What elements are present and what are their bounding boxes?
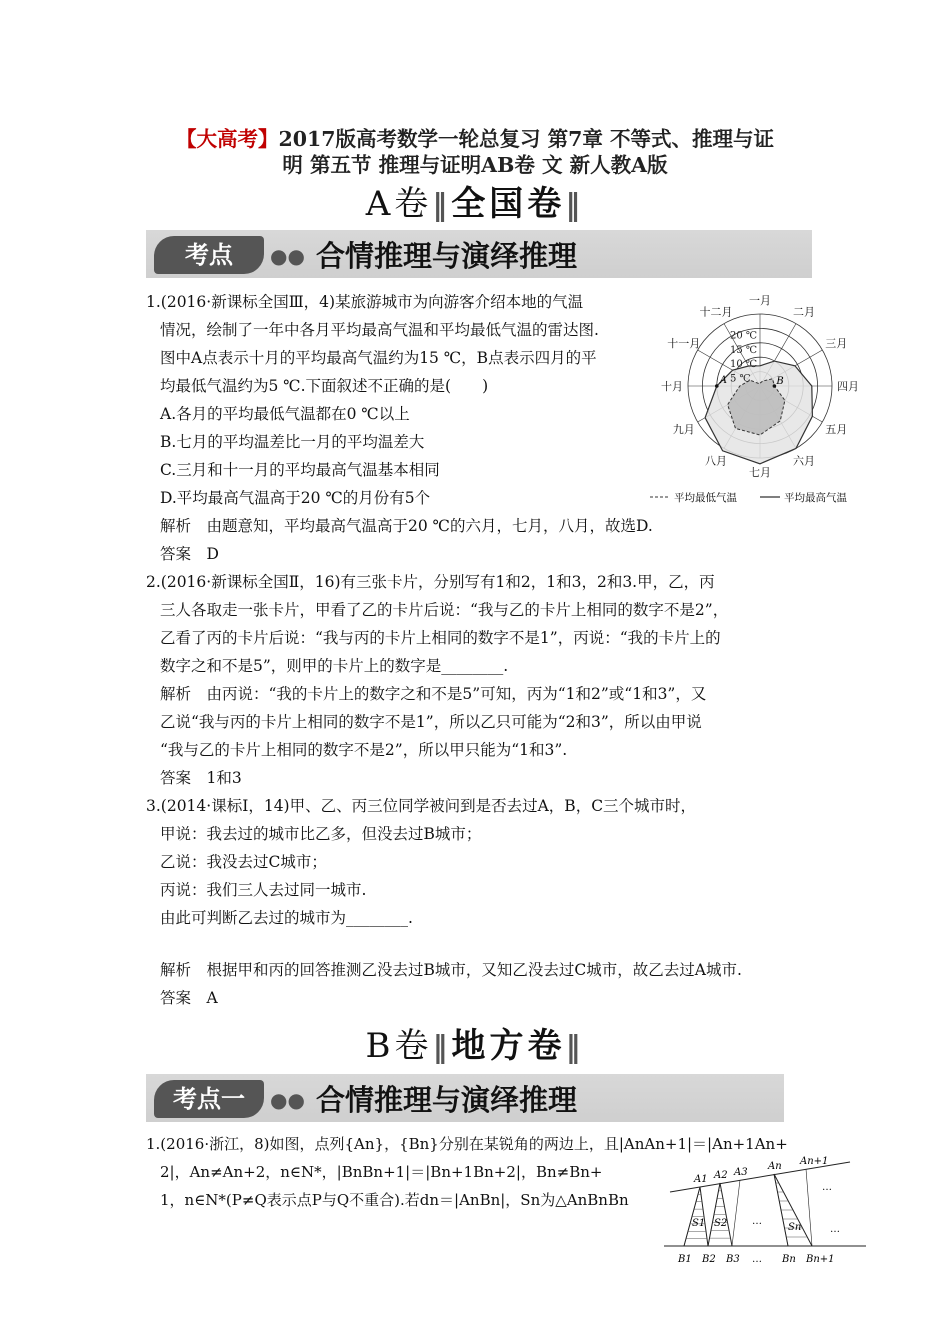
section-banner-2 — [146, 1074, 784, 1122]
b-label: Bn — [782, 1254, 796, 1265]
month-label: 四月 — [837, 380, 859, 393]
ring-label: 15 ℃ — [730, 344, 758, 356]
month-label: 一月 — [749, 294, 771, 307]
q3-line: 甲说：我去过的城市比乙多，但没去过B城市； — [160, 825, 482, 843]
q2-analysis: “我与乙的卡片上相同的数字不是2”，所以甲只能为“1和3”. — [160, 741, 568, 759]
volume-b-heading — [300, 1018, 650, 1067]
ring-label: 10 ℃ — [730, 359, 758, 371]
q1-line: 均最低气温约为5 ℃.下面叙述不正确的是( ) — [160, 377, 489, 395]
q2-analysis: 乙说“我与丙的卡片上相同的数字不是1”，所以乙只可能为“2和3”，所以由甲说 — [160, 713, 702, 731]
q3-analysis: 解析 根据甲和丙的回答推测乙没去过B城市，又知乙没去过C城市，故乙去过A城市. — [160, 961, 742, 979]
a-label: A2 — [714, 1170, 728, 1181]
title-line-2: 明 第五节 推理与证明AB卷 文 新人教A版 — [282, 153, 668, 177]
s-label: Sn — [788, 1222, 802, 1233]
a-label: A3 — [734, 1167, 748, 1178]
a-label: A1 — [694, 1174, 708, 1185]
month-label: 八月 — [705, 454, 727, 468]
a-label: An+1 — [800, 1156, 829, 1167]
q3-line: 乙说：我没去过C城市； — [160, 853, 327, 871]
ellipsis: … — [752, 1216, 762, 1227]
section-tag: 考点一 — [154, 1080, 264, 1118]
b1-line: 2|，An≠An+2，n∈N*，|BnBn+1|＝|Bn+1Bn+2|，Bn≠Bn+ — [160, 1163, 603, 1181]
volume-bar: ‖ — [432, 1030, 452, 1065]
b1-line: 1.(2016·浙江，8)如图，点列{An}，{Bn}分别在某锐角的两边上，且|AnAn+1|＝|An+1An+ — [146, 1135, 788, 1153]
q3-line: 3.(2014·课标Ⅰ，14)甲、乙、丙三位同学被问到是否去过A，B，C三个城市时， — [146, 797, 697, 815]
section-dots: ●● — [270, 244, 305, 268]
q2-answer: 答案 1和3 — [160, 769, 242, 787]
b-label: B3 — [726, 1254, 740, 1265]
volume-a-label: A卷 — [365, 184, 433, 224]
month-label: 十二月 — [699, 305, 733, 319]
point-a — [715, 384, 719, 388]
q1-line: 图中A点表示十月的平均最高气温约为15 ℃，B点表示四月的平 — [160, 349, 597, 367]
month-label: 二月 — [793, 305, 815, 319]
volume-a-heading — [300, 176, 650, 225]
legend-low-label: 平均最低气温 — [674, 492, 737, 504]
volume-bar: ‖ — [432, 188, 452, 223]
section-banner-1 — [146, 230, 812, 278]
section-title: 合情推理与演绎推理 — [316, 239, 578, 273]
ring-label: 20 ℃ — [730, 330, 758, 342]
title-tag: 【大高考】 — [175, 127, 279, 151]
q1-option-d: D.平均最高气温高于20 ℃的月份有5个 — [160, 489, 431, 507]
connector — [806, 1169, 812, 1246]
volume-bar: ‖ — [565, 1030, 585, 1065]
volume-a-title: 全国卷 — [451, 184, 566, 224]
q1-option-b: B.七月的平均温差比一月的平均温差大 — [160, 433, 425, 451]
q1-option-c: C.三月和十一月的平均最高气温基本相同 — [160, 461, 440, 479]
q3-line: 由此可判断乙去过的城市为________. — [160, 909, 413, 927]
q1-answer: 答案 D — [160, 545, 219, 563]
q2-line: 乙看了丙的卡片后说：“我与丙的卡片上相同的数字不是1”，丙说：“我的卡片上的 — [160, 629, 721, 647]
q1-line: 情况，绘制了一年中各月平均最高气温和平均最低气温的雷达图. — [160, 321, 599, 339]
q1-line: 1.(2016·新课标全国Ⅲ，4)某旅游城市为向游客介绍本地的气温 — [146, 293, 584, 311]
month-label: 三月 — [825, 337, 848, 350]
section-tag: 考点 — [154, 236, 264, 274]
month-label: 六月 — [793, 454, 815, 468]
point-a-label: A — [719, 375, 728, 386]
month-label: 五月 — [825, 423, 848, 436]
point-sequence-figure — [660, 1150, 870, 1270]
q2-line: 2.(2016·新课标全国Ⅱ，16)有三张卡片，分别写有1和2，1和3，2和3.甲，乙，丙 — [146, 573, 715, 591]
title-line-1: 2017版高考数学一轮总复习 第7章 不等式、推理与证 — [278, 127, 775, 151]
ellipsis: … — [752, 1254, 762, 1265]
connector — [732, 1180, 740, 1246]
volume-b-label: B卷 — [365, 1026, 433, 1066]
b-label: B2 — [702, 1254, 716, 1265]
q3-line: 丙说：我们三人去过同一城市. — [160, 881, 367, 899]
ellipsis: … — [822, 1182, 832, 1193]
ellipsis: … — [830, 1224, 840, 1235]
q3-answer: 答案 A — [160, 989, 218, 1007]
q1-option-a: A.各月的平均最低气温都在0 ℃以上 — [160, 405, 410, 423]
b1-line: 1，n∈N*(P≠Q表示点P与Q不重合).若dn＝|AnBn|，Sn为△AnBnBn — [160, 1191, 629, 1209]
document-title — [120, 126, 830, 178]
s-label: S2 — [714, 1218, 728, 1229]
b-label: Bn+1 — [806, 1254, 835, 1265]
q2-line: 三人各取走一张卡片，甲看了乙的卡片后说：“我与乙的卡片上相同的数字不是2”， — [160, 601, 729, 619]
radar-chart — [648, 294, 878, 510]
point-b-label: B — [776, 376, 784, 387]
volume-b-title: 地方卷 — [451, 1026, 566, 1066]
month-label: 十一月 — [667, 337, 701, 350]
month-label: 十月 — [661, 380, 683, 393]
q2-analysis: 解析 由丙说：“我的卡片上的数字之和不是5”可知，丙为“1和2”或“1和3”，又 — [160, 685, 707, 703]
q2-line: 数字之和不是5”，则甲的卡片上的数字是________. — [160, 657, 509, 675]
legend-high-label: 平均最高气温 — [784, 492, 847, 504]
month-label: 九月 — [672, 423, 695, 436]
q1-analysis: 解析 由题意知，平均最高气温高于20 ℃的六月，七月，八月，故选D. — [160, 517, 653, 535]
month-label: 七月 — [749, 466, 771, 479]
volume-bar: ‖ — [565, 188, 585, 223]
section-dots: ●● — [270, 1088, 305, 1112]
s-label: S1 — [692, 1218, 706, 1229]
section-title: 合情推理与演绎推理 — [316, 1083, 578, 1117]
ring-label: 5 ℃ — [730, 373, 751, 385]
a-label: An — [768, 1161, 782, 1172]
b-label: B1 — [678, 1254, 692, 1265]
